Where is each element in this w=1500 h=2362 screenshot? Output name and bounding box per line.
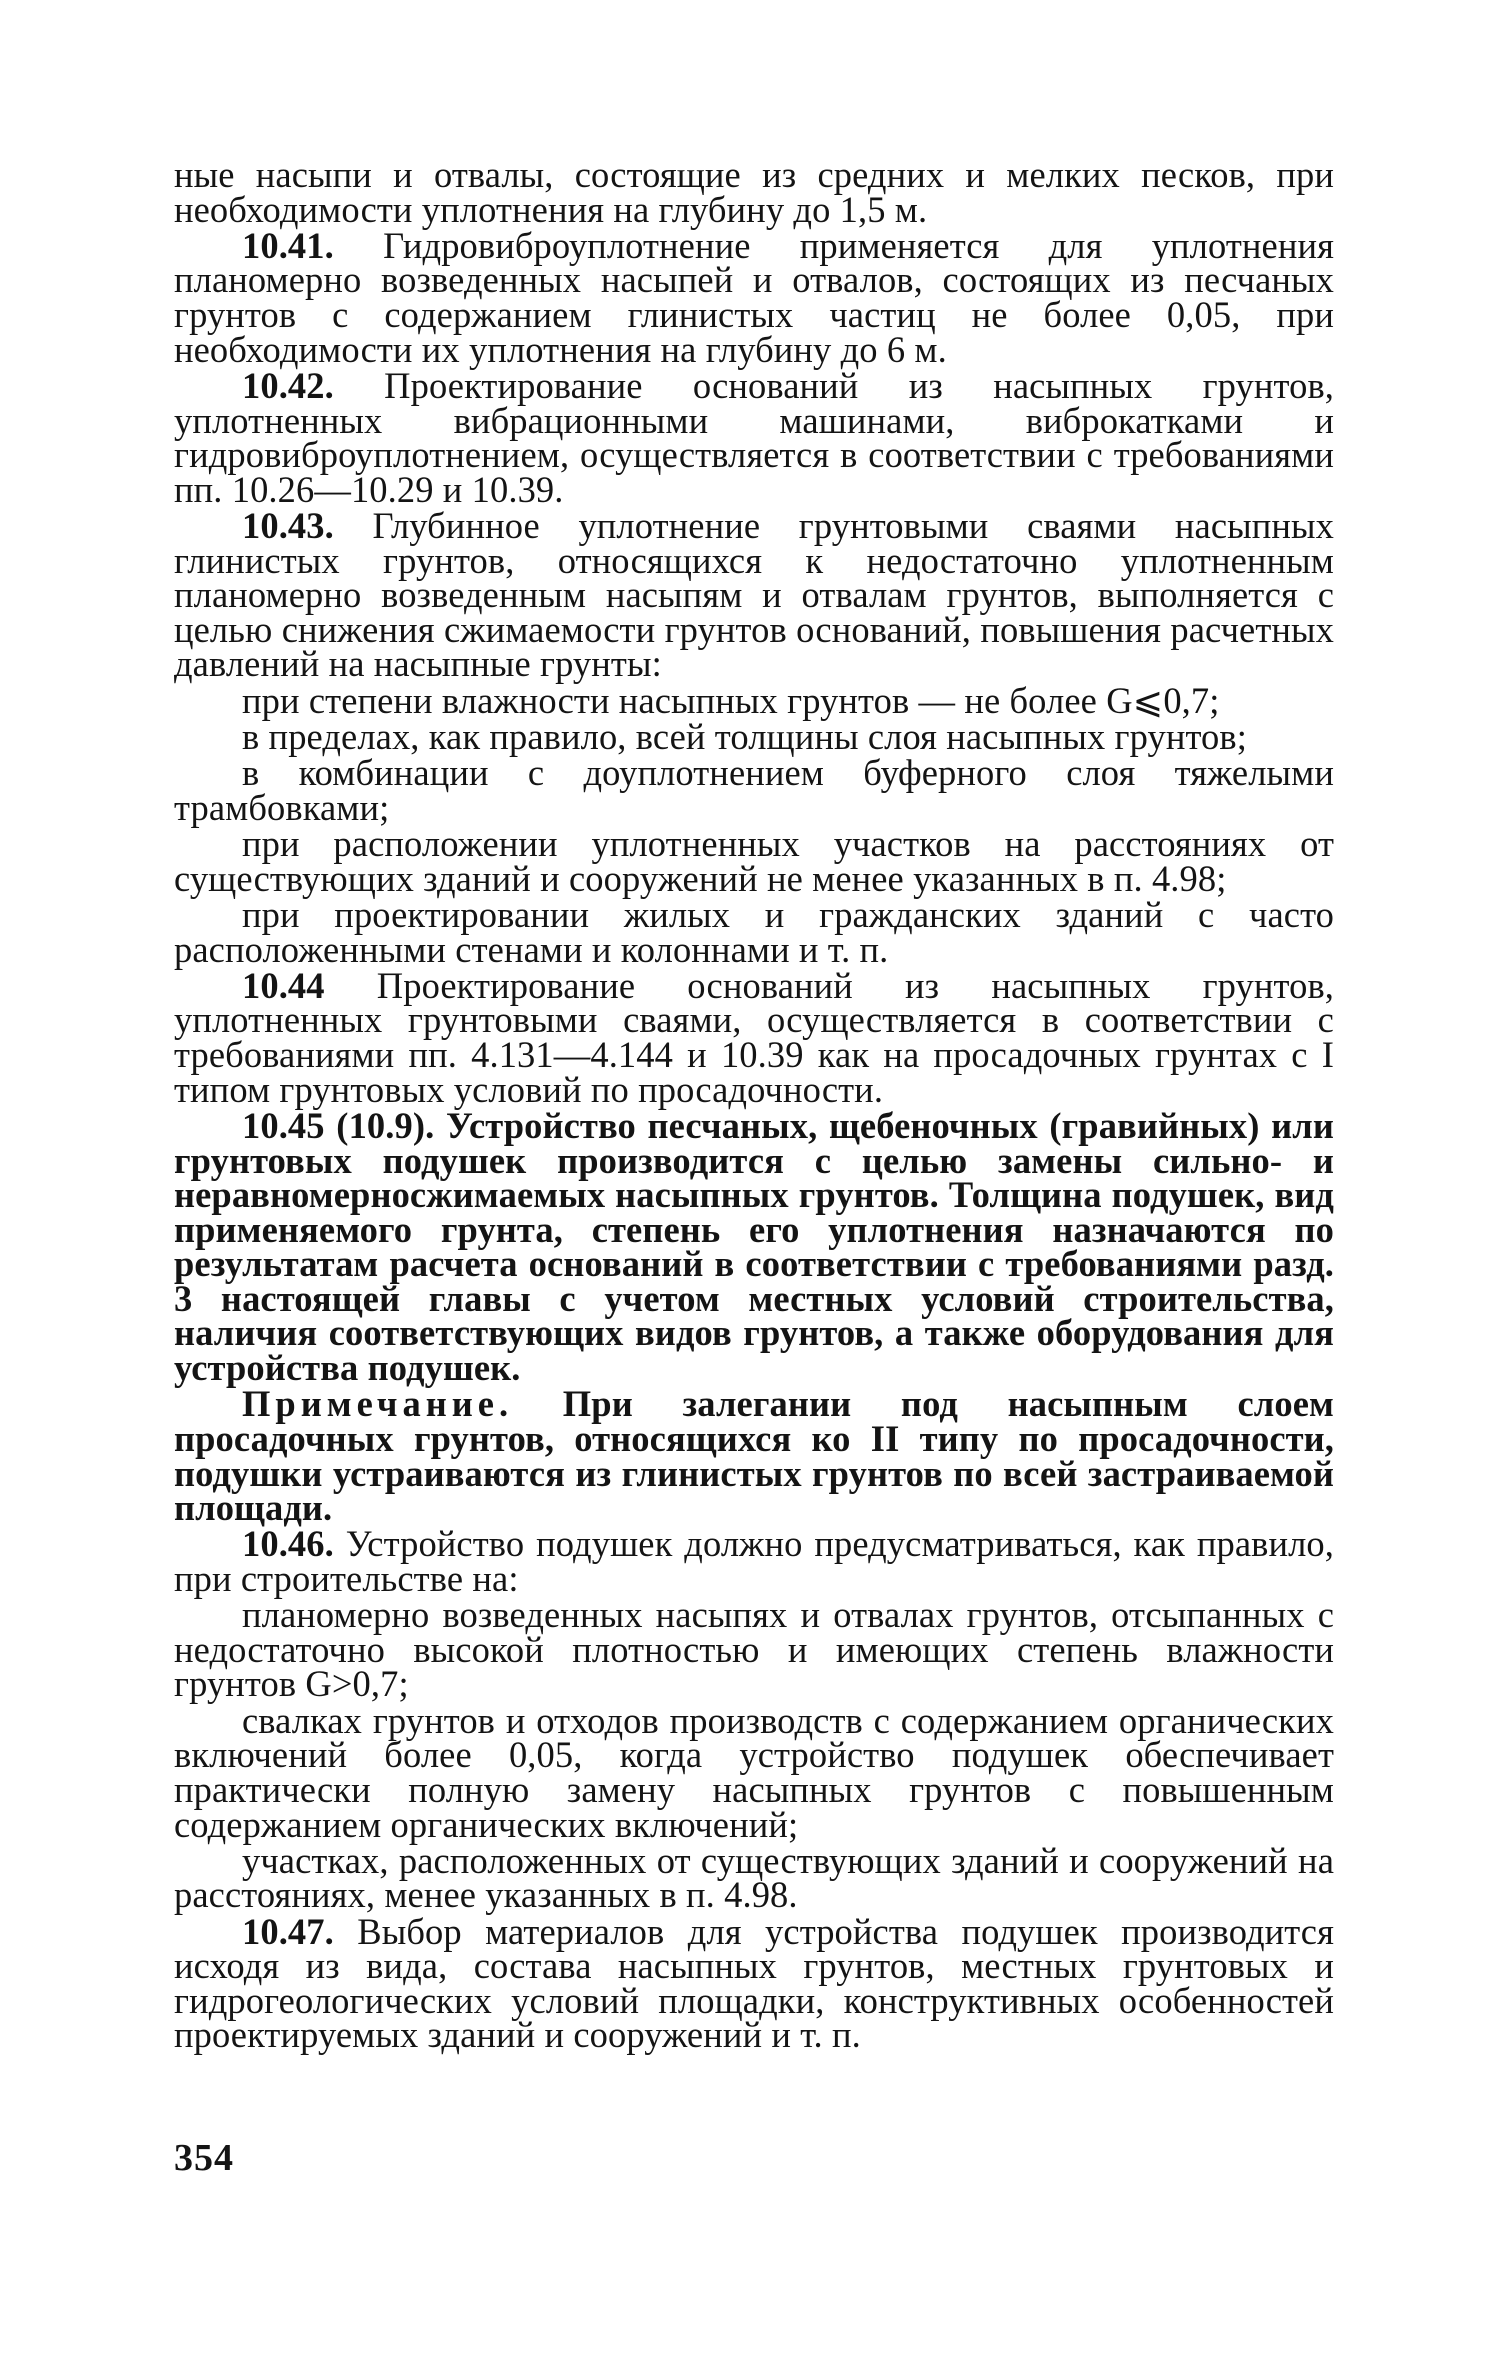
list-item	[174, 893, 1334, 970]
clause-number: 10.41.	[242, 224, 334, 266]
list-item-text: планомерно возведенных насыпях и отвалах грунтов, отсыпанных с недостаточно высокой плотностью и имеющих степень влажности грунтов G>0,7;	[174, 1594, 1334, 1705]
clause-number: 10.42.	[242, 364, 334, 406]
paragraph-10-46	[174, 1523, 1334, 1599]
list-item	[174, 715, 1334, 757]
clause-number: 10.45 (10.9).	[242, 1104, 435, 1146]
paragraph-text: ные насыпи и отвалы, состоящие из средних и мелких песков, при необходимости уплотнения на глубину до 1,5 м.	[174, 154, 1334, 230]
paragraph-text: Устройство песчаных, щебеночных (гравийных) или грунтовых подушек производится с целью замены сильно- и неравномерносжимаемых насыпных грунтов. Толщина подушек, вид применяемого грунта, степень его уплотнения назначаются по результатам расчета оснований в соответствии с требованиями разд. 3 настоящей главы с учетом местных условий строительства, наличия соответствующих видов грунтов, а также оборудования для устройства подушек.	[174, 1104, 1334, 1389]
list-item-text: в пределах, как правило, всей толщины слоя насыпных грунтов;	[242, 715, 1247, 757]
paragraph-text: Проектирование оснований из насыпных грунтов, уплотненных грунтовыми сваями, осуществляется в соответствии с требованиями пп. 4.131—4.144 и 10.39 как на просадочных грунтах с I типом грунтовых условий по просадочности.	[174, 964, 1334, 1110]
clause-number: 10.44	[242, 964, 325, 1006]
list-item	[174, 1839, 1334, 1916]
list-item	[174, 752, 1334, 828]
list-item-text: при степени влажности насыпных грунтов — не более G⩽0,7;	[242, 679, 1220, 721]
list-item-text: при проектировании жилых и гражданских зданий с часто расположенными стенами и колоннами и т. п.	[174, 893, 1334, 970]
paragraph-text: Устройство подушек должно предусматриваться, как правило, при строительстве на:	[174, 1523, 1334, 1599]
list-item-text: свалках грунтов и отходов производств с содержанием органических включений более 0,05, когда устройство подушек обеспечивает практически полную замену насыпных грунтов с повышенным содержанием органических включений;	[174, 1699, 1334, 1845]
clause-number: 10.47.	[242, 1910, 334, 1952]
paragraph-10-43	[174, 505, 1334, 685]
list-item-text: в комбинации с доуплотнением буферного слоя тяжелыми трамбовками;	[174, 752, 1334, 828]
paragraph-continuation	[174, 154, 1334, 230]
page-number: 354	[174, 2137, 234, 2179]
paragraph-text: Выбор материалов для устройства подушек производится исходя из вида, состава насыпных грунтов, местных грунтовых и гидрогеологических условий площадки, конструктивных особенностей проектируемых зданий и сооружений и т. п.	[174, 1910, 1334, 2056]
body-text	[174, 154, 1334, 2056]
paragraph-10-44	[174, 964, 1334, 1110]
paragraph-10-42	[174, 364, 1334, 510]
list-item	[174, 679, 1334, 721]
list-item-text: при расположении уплотненных участков на расстояниях от существующих зданий и сооружений не менее указанных в п. 4.98;	[174, 823, 1334, 899]
paragraph-10-45	[174, 1104, 1334, 1389]
paragraph-text: Проектирование оснований из насыпных грунтов, уплотненных вибрационными машинами, виброкатками и гидровиброуплотнением, осуществляется в соответствии с требованиями пп. 10.26—10.29 и 10.39.	[174, 364, 1334, 510]
clause-number: 10.46.	[242, 1523, 334, 1565]
list-item-text: участках, расположенных от существующих зданий и сооружений на расстояниях, менее указанных в п. 4.98.	[174, 1839, 1334, 1916]
note-paragraph	[174, 1383, 1334, 1529]
paragraph-10-47	[174, 1910, 1334, 2056]
paragraph-10-41	[174, 224, 1334, 370]
paragraph-text: Гидровиброуплотнение применяется для уплотнения планомерно возведенных насыпей и отвалов, состоящих из песчаных грунтов с содержанием глинистых частиц не более 0,05, при необходимости их уплотнения на глубину до 6 м.	[174, 224, 1334, 370]
list-item	[174, 1594, 1334, 1705]
note-text: При залегании под насыпным слоем просадочных грунтов, относящихся ко II типу по просадочности, подушки устраиваются из глинистых грунтов по всей застраиваемой площади.	[174, 1383, 1334, 1529]
clause-number: 10.43.	[242, 505, 334, 546]
note-label: Примечание.	[242, 1383, 514, 1425]
paragraph-text: Глубинное уплотнение грунтовыми сваями насыпных глинистых грунтов, относящихся к недостаточно уплотненным планомерно возведенным насыпям и отвалам грунтов, выполняется с целью снижения сжимаемости грунтов оснований, повышения расчетных давлений на насыпные грунты:	[174, 505, 1334, 685]
list-item	[174, 823, 1334, 899]
list-item	[174, 1699, 1334, 1845]
